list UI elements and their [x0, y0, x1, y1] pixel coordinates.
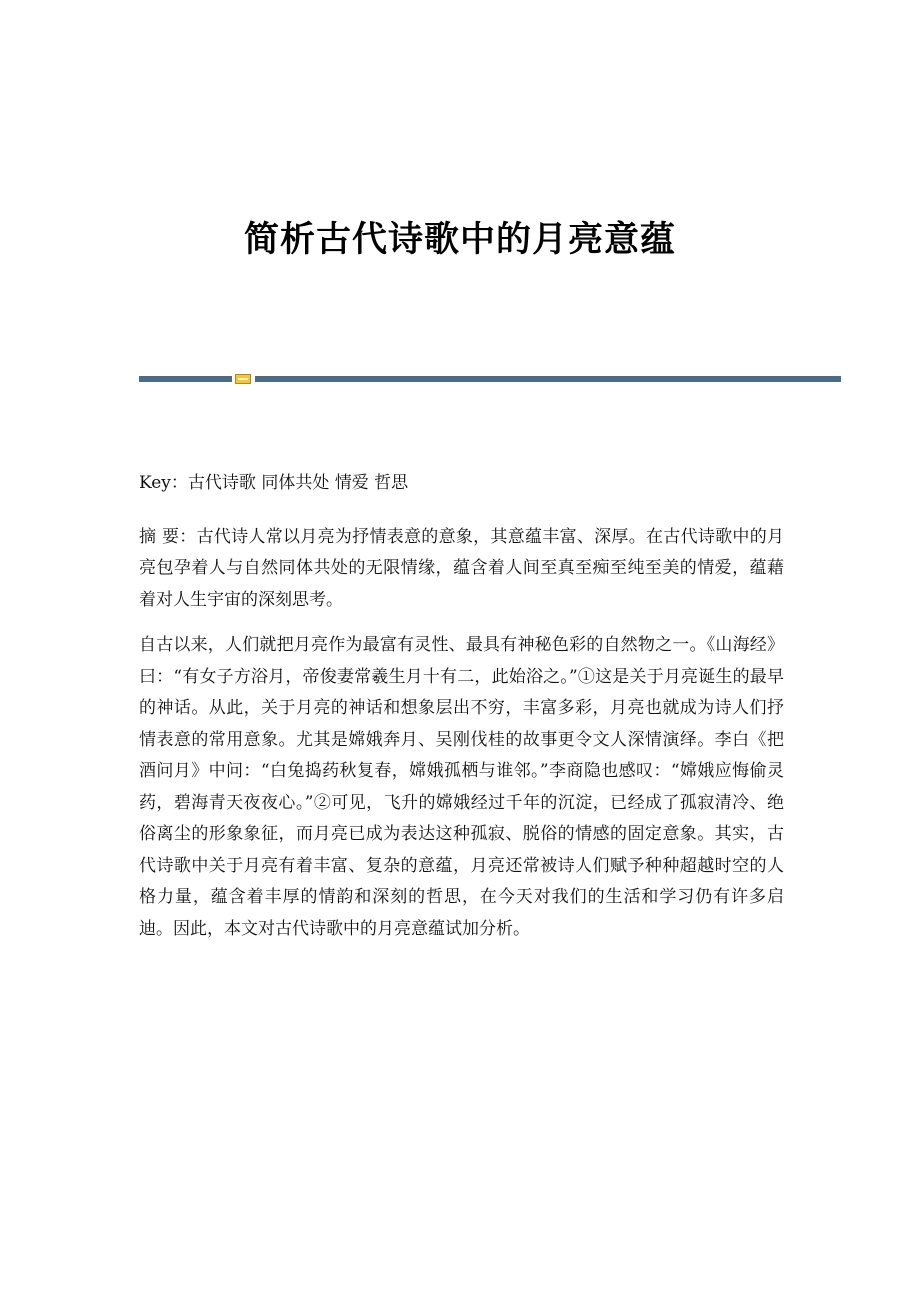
divider-bar-left	[139, 376, 232, 382]
title-divider	[139, 374, 841, 384]
keywords-line	[139, 468, 784, 500]
document-title: 简析古代诗歌中的月亮意蕴	[243, 219, 676, 260]
divider-ornament-icon	[235, 374, 251, 384]
keywords-text: 古代诗歌 同体共处 情爱 哲思	[187, 473, 409, 493]
abstract-label: 摘 要：	[139, 526, 197, 547]
document-body	[139, 468, 784, 945]
keywords-label: Key：	[139, 473, 188, 493]
divider-bar-right	[255, 376, 841, 382]
abstract-text: 古代诗人常以月亮为抒情表意的意象，其意蕴丰富、深厚。在古代诗歌中的月亮包孕着人与自然同体共处的无限情缘，蕴含着人间至真至痴至纯至美的情爱，蕴藉着对人生宇宙的深刻思考。	[139, 526, 785, 610]
body-paragraph: 自古以来，人们就把月亮作为最富有灵性、最具有神秘色彩的自然物之一。《山海经》曰：“有女子方浴月，帝俊妻常羲生月十有二，此始浴之。”①这是关于月亮诞生的最早的神话。从此，关于月亮的神话和想象层出不穷，丰富多彩，月亮也就成为诗人们抒情表意的常用意象。尤其是嫦娥奔月、吴刚伐桂的故事更令文人深情演绎。李白《把酒问月》中问：“白兔捣药秋复春，嫦娥孤栖与谁邻。”李商隐也感叹：“嫦娥应悔偷灵药，碧海青天夜夜心。”②可见，飞升的嫦娥经过千年的沉淀，已经成了孤寂清冷、绝俗离尘的形象象征，而月亮已成为表达这种孤寂、脱俗的情感的固定意象。其实，古代诗歌中关于月亮有着丰富、复杂的意蕴，月亮还常被诗人们赋予种种超越时空的人格力量，蕴含着丰厚的情韵和深刻的哲思，在今天对我们的生活和学习仍有许多启迪。因此，本文对古代诗歌中的月亮意蕴试加分析。	[139, 635, 784, 939]
abstract-paragraph	[139, 522, 784, 617]
